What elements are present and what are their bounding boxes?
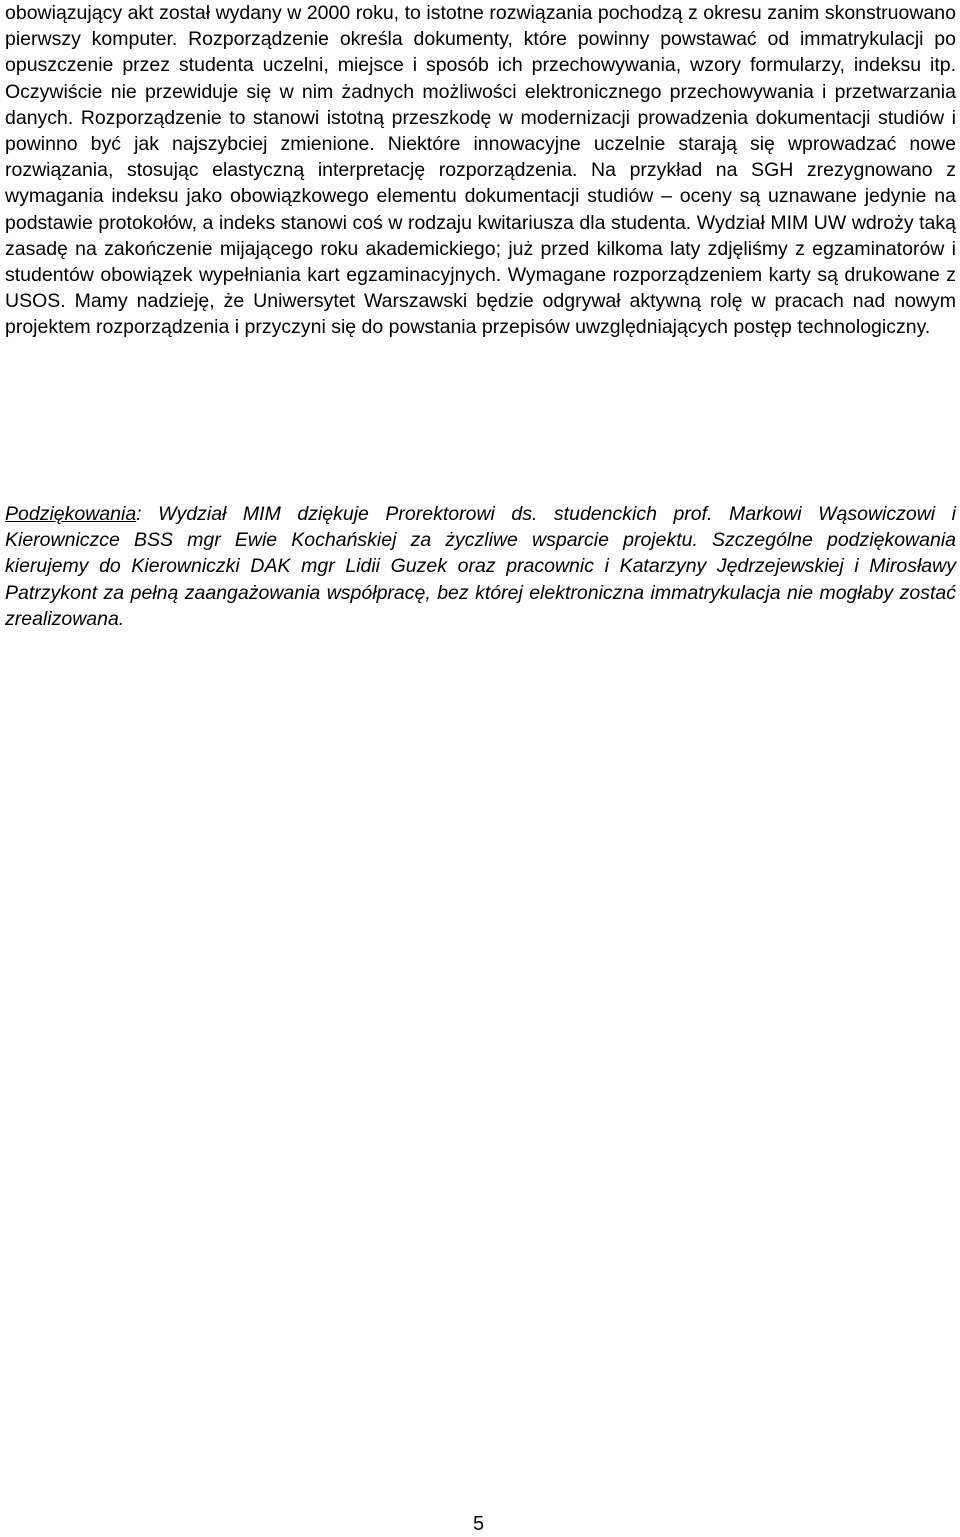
- acknowledgement-label: Podziękowania: [5, 503, 137, 525]
- acknowledgement-separator: :: [136, 503, 142, 525]
- acknowledgement-text: Wydział MIM dziękuje Prorektorowi ds. studenckich prof. Markowi Wąsowiczowi i Kierowniczce BSS mgr Ewie Kochańskiej za życzliwe wsparcie projektu. Szczególne podziękowania kierujemy do Kierowniczki DAK mgr Lidii Guzek oraz pracownic i Katarzyny Jędrzejewskiej i Mirosławy Patrzykont za pełną zaangażowania współpracę, bez której elektroniczna immatrykulacja nie mogłaby zostać zrealizowana.: [5, 503, 956, 630]
- acknowledgement-paragraph: [5, 501, 956, 632]
- body-paragraph: obowiązujący akt został wydany w 2000 roku, to istotne rozwiązania pochodzą z okresu zanim skonstruowano pierwszy komputer. Rozporządzenie określa dokumenty, które powinny powstawać od immatrykulacji po opuszczenie przez studenta uczelni, miejsce i sposób ich przechowywania, wzory formularzy, indeksu itp. Oczywiście nie przewiduje się w nim żadnych możliwości elektronicznego przechowywania i przetwarzania danych. Rozporządzenie to stanowi istotną przeszkodę w modernizacji prowadzenia dokumentacji studiów i powinno być jak najszybciej zmienione. Niektóre innowacyjne uczelnie starają się wprowadzać nowe rozwiązania, stosując elastyczną interpretację rozporządzenia. Na przykład na SGH zrezygnowano z wymagania indeksu jako obowiązkowego elementu dokumentacji studiów – oceny są uznawane jedynie na podstawie protokołów, a indeks stanowi coś w rodzaju kwitariusza dla studenta. Wydział MIM UW wdroży taką zasadę na zakończenie mijającego roku akademickiego; już przed kilkoma laty zdjęliśmy z egzaminatorów i studentów obowiązek wypełniania kart egzaminacyjnych. Wymagane rozporządzeniem karty są drukowane z USOS. Mamy nadzieję, że Uniwersytet Warszawski będzie odgrywał aktywną rolę w pracach nad nowym projektem rozporządzenia i przyczyni się do powstania przepisów uwzględniających postęp technologiczny.: [5, 2, 956, 339]
- page-number: 5: [473, 1513, 485, 1535]
- document-page: [5, 0, 956, 1537]
